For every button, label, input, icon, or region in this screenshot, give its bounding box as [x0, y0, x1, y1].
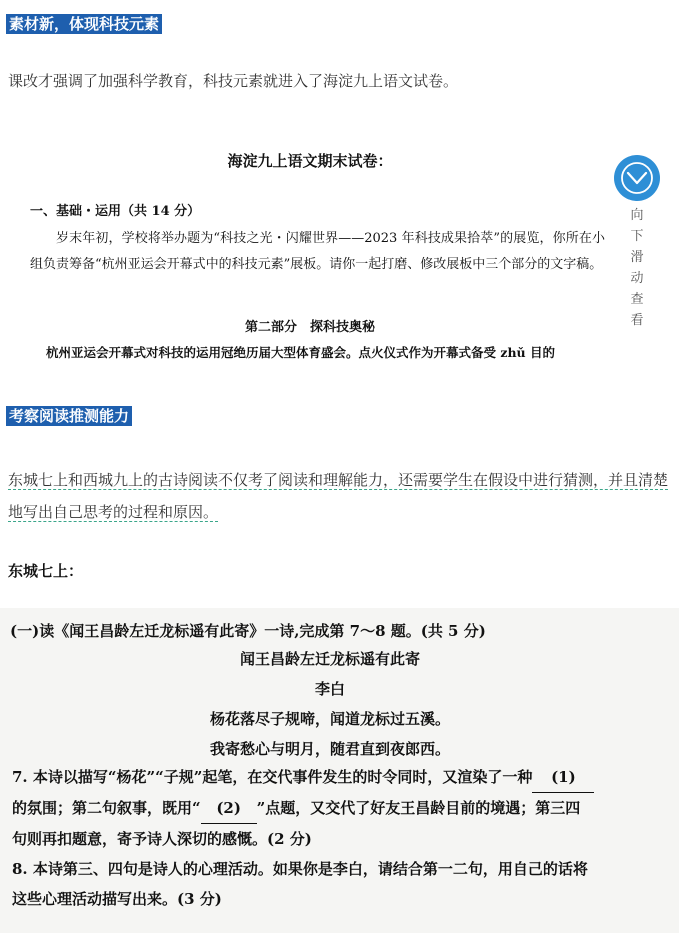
question-7 [12, 762, 664, 854]
scroll-hint-char: 动 [630, 271, 644, 286]
question-7-text: 7. 本诗以描写“杨花”“子规”起笔，在交代事件发生的时令同时，又渲染了一种 [12, 768, 533, 786]
section-tag-tech: 素材新，体现科技元素 [6, 14, 162, 34]
question-8-text: 这些心理活动描写出来。(3 分) [12, 890, 222, 908]
answer-blank-1: (1) [532, 762, 594, 793]
section-intro-reading [8, 464, 670, 528]
chevron-down-icon[interactable] [614, 155, 660, 201]
section-tag-reading: 考察阅读推测能力 [6, 406, 132, 426]
scroll-hint-char: 向 [630, 208, 644, 223]
section-intro-text: 东城七上和西城九上的古诗阅读不仅考了阅读和理解能力，还需要学生在假设中进行猜测，并且清楚地写出自己思考的过程和原因。 [8, 471, 669, 521]
exam-title: 海淀九上语文期末试卷： [227, 152, 393, 170]
scroll-hint-char: 滑 [630, 250, 644, 265]
exam-scan-dongcheng [0, 608, 679, 933]
scroll-hint-char: 看 [630, 313, 644, 328]
sub-heading-dongcheng: 东城七上： [8, 562, 84, 580]
section-intro-tech: 课改才强调了加强科学教育，科技元素就进入了海淀九上语文试卷。 [8, 72, 459, 90]
exam-part-heading: 第二部分 探科技奥秘 [244, 320, 375, 335]
exam-body-text: 岁末年初，学校将举办题为“科技之光・闪耀世界——2023 年科技成果拾萃”的展览，你所在小组负责筹备“杭州亚运会开幕式中的科技元素”展板。请你一起打磨、修改展板中三个部分的文字稿。 [30, 231, 605, 272]
scroll-down-hint[interactable] [614, 155, 660, 331]
poem-title: 闻王昌龄左迁龙标遥有此寄 [239, 650, 420, 668]
question-7-text: ”点题，又交代了好友王昌龄目前的境遇；第三四 [256, 799, 581, 817]
scroll-hint-text [614, 205, 660, 331]
scroll-hint-char: 下 [630, 229, 644, 244]
question-7-text: 句则再扣题意，寄予诗人深切的感慨。(2 分) [12, 830, 312, 848]
poem-author: 李白 [314, 680, 345, 698]
poem-question-head: (一)读《闻王昌龄左迁龙标遥有此寄》一诗,完成第 7～8 题。(共 5 分) [10, 622, 486, 640]
poem-line-2: 我寄愁心与明月，随君直到夜郎西。 [209, 740, 450, 758]
question-8 [12, 854, 664, 914]
answer-blank-2: (2) [201, 793, 257, 824]
question-7-text: 的氛围；第二句叙事，既用“ [12, 799, 201, 817]
question-8-text: 8. 本诗第三、四句是诗人的心理活动。如果你是李白，请结合第一二句，用自己的话将 [12, 860, 588, 878]
exam-body-line: 杭州亚运会开幕式对科技的运用冠绝历届大型体育盛会。点火仪式作为开幕式备受 zhǔ 目的 [46, 345, 555, 360]
poem-line-1: 杨花落尽子规啼，闻道龙标过五溪。 [209, 710, 450, 728]
exam-scan-haidian [0, 130, 679, 370]
scroll-hint-char: 查 [630, 292, 644, 307]
exam-section-heading: 一、基础・运用（共 14 分） [30, 204, 201, 219]
